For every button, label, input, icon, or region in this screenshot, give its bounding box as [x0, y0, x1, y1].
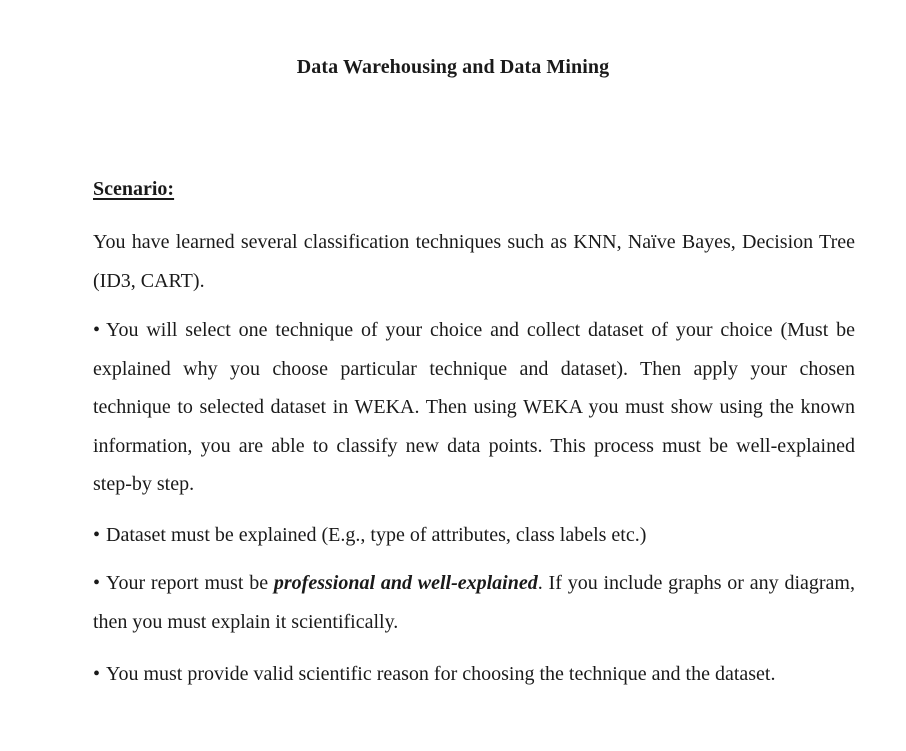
bullet-item-technique-selection: [93, 311, 855, 504]
scenario-heading: Scenario:: [93, 178, 175, 200]
bullet-marker: •: [93, 319, 101, 341]
bullet-marker: •: [93, 524, 101, 546]
document-title: Data Warehousing and Data Mining: [296, 56, 610, 78]
bullet-marker: •: [93, 572, 101, 594]
bullet-item-report-quality: [93, 564, 855, 641]
bullet-text-after: . If you include graphs or any diagram, then you must explain it scientifically.: [93, 572, 855, 633]
bullet-text: You must provide valid scientific reason for choosing the technique and the dataset.: [106, 663, 776, 685]
bullet-marker: •: [93, 663, 101, 685]
bullet-text: Dataset must be explained (E.g., type of attributes, class labels etc.): [106, 524, 647, 546]
bullet-item-scientific-reason: [93, 655, 855, 694]
bullet-text-before: Your report must be: [106, 572, 274, 594]
bullet-item-dataset-explanation: [93, 516, 855, 555]
bullet-text: You will select one technique of your choice and collect dataset of your choice (Must be explained why you choose particular technique and dataset). Then apply your chosen technique to selected dataset in WEKA. Then using WEKA you must show using the known information, you are able to classify new data points. This process must be well-explained step-by step.: [93, 319, 855, 495]
emphasized-text: professional and well-explained: [273, 572, 538, 594]
intro-paragraph: You have learned several classification techniques such as KNN, Naïve Bayes, Decision Tree (ID3, CART).: [93, 231, 855, 292]
